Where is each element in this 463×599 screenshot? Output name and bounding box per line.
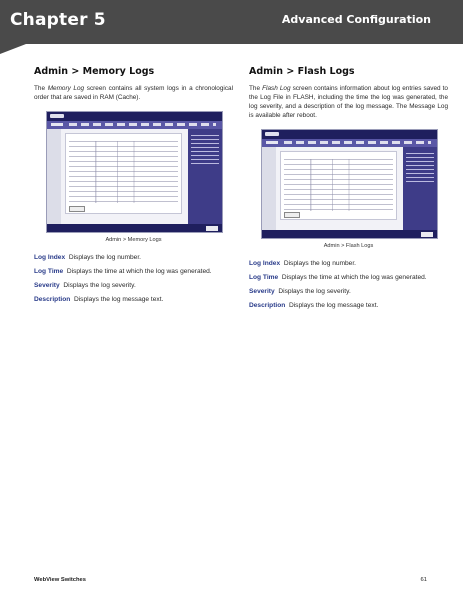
- flash-logs-intro: The Flash Log screen contains information about log entries saved to the Log File in FLASH, including the time the log was generated, the log severity, and a description of the log message. The Message Log is available after reboot.: [249, 85, 448, 119]
- def-description: Description Displays the log message text.: [249, 302, 379, 309]
- def-log-index: Log Index Displays the log number.: [249, 260, 357, 267]
- flash-logs-caption: Admin > Flash Logs: [323, 243, 374, 249]
- cisco-logo: [421, 232, 433, 237]
- memory-log-table: [65, 133, 182, 214]
- screenshot-body: [47, 129, 222, 224]
- flash-logs-screenshot: [261, 129, 438, 239]
- cisco-logo: [206, 226, 218, 231]
- flash-logs-heading: Admin > Flash Logs: [249, 66, 355, 77]
- refresh-button-thumb: [69, 206, 85, 212]
- memory-logs-caption: Admin > Memory Logs: [105, 237, 162, 243]
- memory-logs-intro: The Memory Log screen contains all system logs in a chronological order that are saved in RAM (Cache).: [34, 85, 233, 101]
- flash-logs-column: [249, 66, 448, 315]
- screenshot-help-panel: [403, 147, 437, 230]
- chapter-title: Chapter 5: [10, 10, 106, 30]
- memory-logs-heading: Admin > Memory Logs: [34, 66, 155, 77]
- memory-logs-column: [34, 66, 233, 309]
- screenshot-nav-bar: [262, 139, 437, 147]
- def-log-time: Log Time Displays the time at which the log was generated.: [249, 274, 427, 281]
- chapter-header: [0, 0, 463, 44]
- def-description: Description Displays the log message text.: [34, 296, 164, 303]
- memory-logs-screenshot: [46, 111, 223, 233]
- def-log-time: Log Time Displays the time at which the log was generated.: [34, 268, 212, 275]
- screenshot-help-panel: [188, 129, 222, 224]
- linksys-logo: [265, 132, 279, 136]
- screenshot-footer-bar: [47, 224, 222, 232]
- screenshot-nav-bar: [47, 121, 222, 129]
- screenshot-top-bar: [47, 112, 222, 121]
- flash-log-table: [280, 151, 397, 220]
- section-title: Advanced Configuration: [281, 13, 431, 26]
- clear-button-thumb: [284, 212, 300, 218]
- screenshot-body: [262, 147, 437, 230]
- screenshot-top-bar: [262, 130, 437, 139]
- def-severity: Severity Displays the log severity.: [249, 288, 351, 295]
- def-severity: Severity Displays the log severity.: [34, 282, 136, 289]
- linksys-logo: [50, 114, 64, 118]
- def-log-index: Log Index Displays the log number.: [34, 254, 142, 261]
- screenshot-footer-bar: [262, 230, 437, 238]
- footer-product: WebView Switches: [34, 577, 86, 583]
- header-fold-decoration: [0, 44, 26, 54]
- page-number: 61: [420, 577, 427, 583]
